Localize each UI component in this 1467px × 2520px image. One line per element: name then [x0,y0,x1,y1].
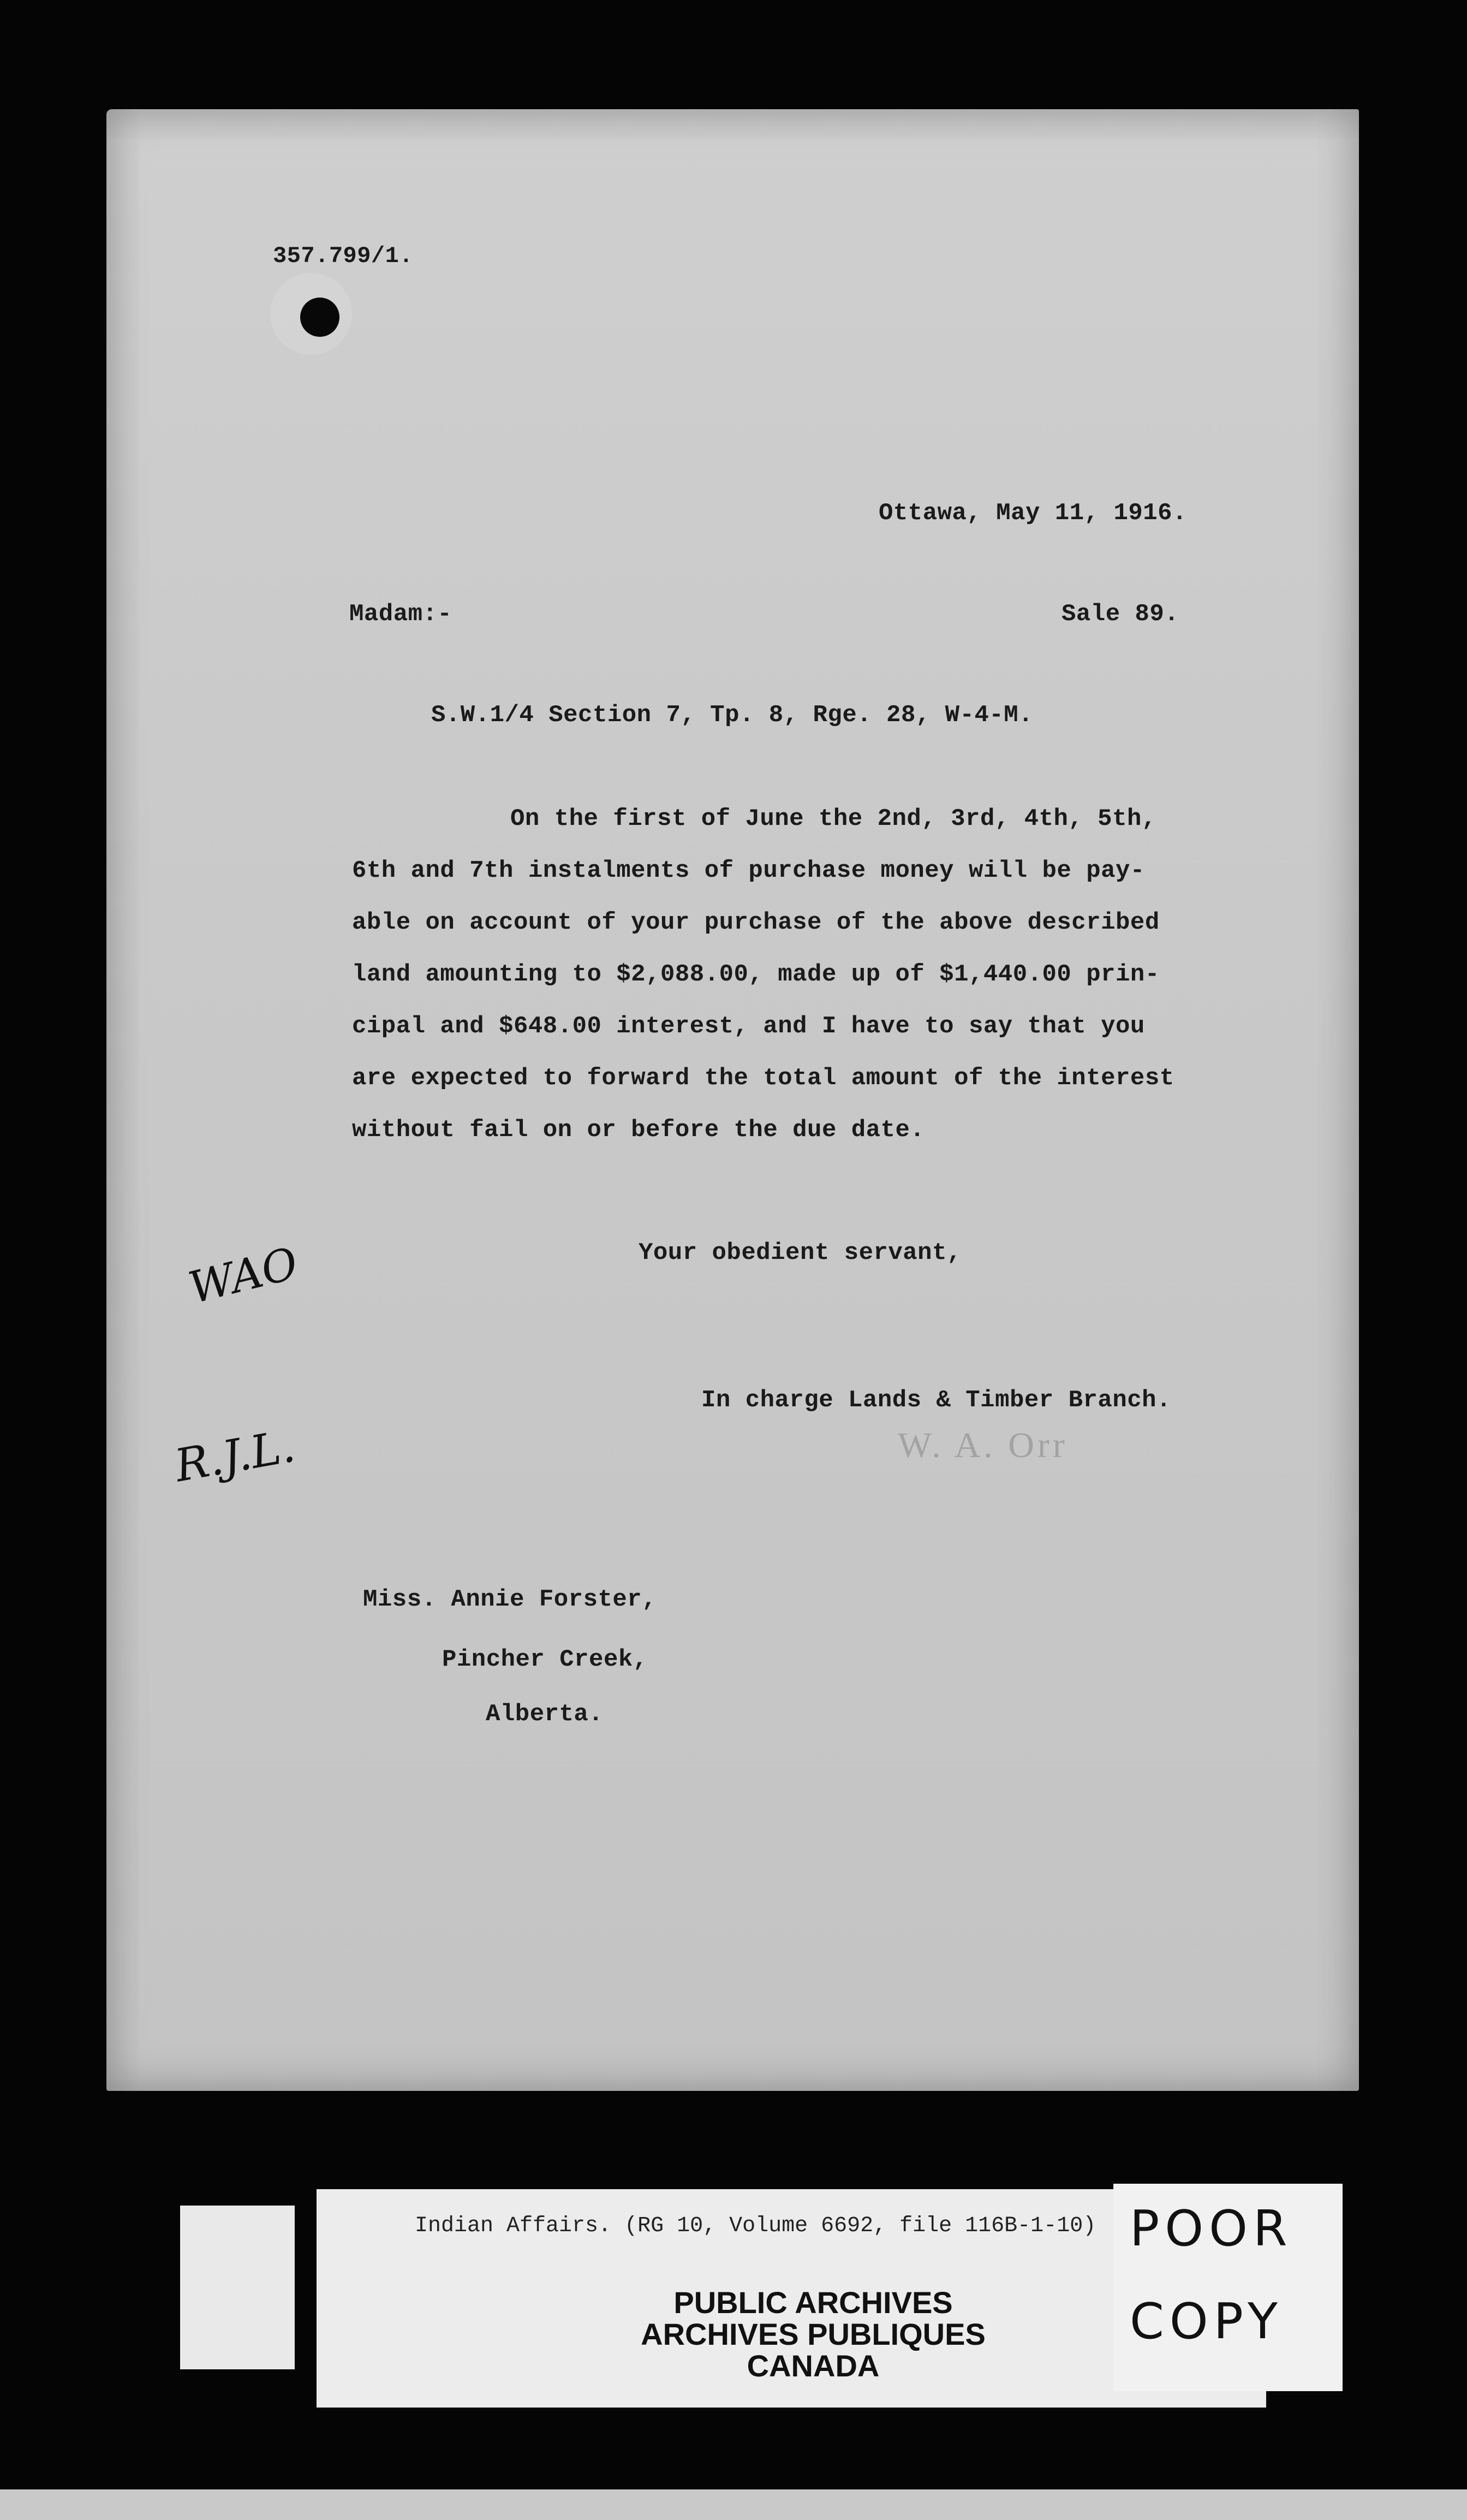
body-line: able on account of your purchase of the above described [352,909,1160,936]
body-line: are expected to forward the total amount of the interest [352,1065,1174,1092]
handwritten-initials: WAO [183,1237,303,1314]
quality-note-card [1113,2184,1343,2391]
recipient-province: Alberta. [486,1701,604,1728]
archive-line-1: PUBLIC ARCHIVES [673,2285,953,2320]
quality-note-line-1: POOR [1130,2200,1293,2257]
sale-number: Sale 89. [1062,601,1179,628]
signature-stamp: W. A. Orr [898,1425,1068,1465]
punch-hole [300,298,339,337]
body-line: without fail on or before the due date. [352,1116,925,1144]
quality-note-line-2: COPY [1130,2293,1283,2350]
file-number: 357.799/1. [273,243,414,269]
body-line: On the first of June the 2nd, 3rd, 4th, 5th, [510,805,1156,833]
recipient-name: Miss. Annie Forster, [363,1586,657,1613]
archive-line-2: ARCHIVES PUBLIQUES [641,2317,986,2351]
recipient-town: Pincher Creek, [442,1646,648,1673]
film-edge [0,2489,1467,2520]
body-line: land amounting to $2,088.00, made up of $1,440.00 prin- [352,961,1160,988]
body-line: cipal and $648.00 interest, and I have to say that you [352,1013,1145,1040]
salutation: Madam:- [349,601,452,628]
archive-reference: Indian Affairs. (RG 10, Volume 6692, file 116B-1-10) [415,2214,1096,2238]
label-tab [180,2206,295,2369]
land-description: S.W.1/4 Section 7, Tp. 8, Rge. 28, W-4-M. [431,702,1034,729]
body-line: 6th and 7th instalments of purchase money will be pay- [352,857,1145,884]
archive-label [180,2189,1441,2391]
signer-title: In charge Lands & Timber Branch. [701,1387,1171,1414]
place-date: Ottawa, May 11, 1916. [879,500,1187,527]
handwritten-initials: R.J.L. [171,1420,299,1493]
closing: Your obedient servant, [639,1239,962,1267]
archive-line-3: CANADA [747,2349,880,2383]
document-page [106,109,1359,2091]
